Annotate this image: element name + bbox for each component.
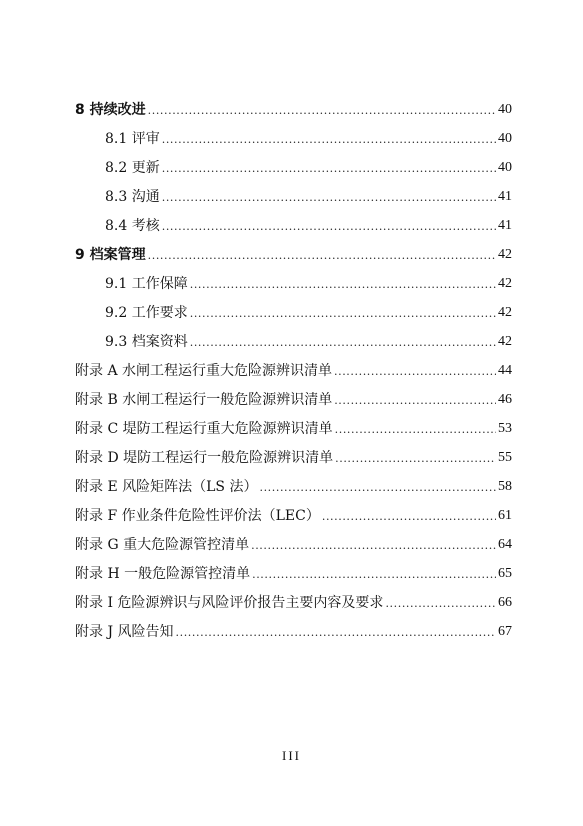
toc-entry[interactable] bbox=[75, 590, 512, 612]
toc-leader bbox=[335, 449, 496, 467]
toc-entry-page: 41 bbox=[498, 218, 512, 233]
toc-entry-title: 附录 E 风险矩阵法（LS 法） bbox=[75, 479, 258, 495]
toc-entry-page: 55 bbox=[498, 450, 512, 465]
toc-entry-title: 9.3 档案资料 bbox=[105, 334, 188, 350]
toc-leader bbox=[252, 565, 496, 583]
toc-entry-title: 附录 A 水闸工程运行重大危险源辨识清单 bbox=[75, 363, 333, 379]
toc-entry[interactable] bbox=[105, 300, 512, 322]
toc-entry-title: 8.1 评审 bbox=[105, 131, 160, 147]
toc-entry-page: 44 bbox=[498, 363, 512, 378]
toc-entry-page: 53 bbox=[498, 421, 512, 436]
toc-entry-title: 9.2 工作要求 bbox=[105, 305, 188, 321]
toc-leader bbox=[162, 130, 496, 148]
toc-entry[interactable] bbox=[75, 561, 512, 583]
toc-entry-title: 附录 G 重大危险源管控清单 bbox=[75, 537, 250, 553]
toc-entry-page: 64 bbox=[498, 537, 512, 552]
toc-entry[interactable] bbox=[75, 445, 512, 467]
toc-entry[interactable] bbox=[105, 126, 512, 148]
toc-entry-title: 9.1 工作保障 bbox=[105, 276, 188, 292]
toc-entry[interactable] bbox=[105, 155, 512, 177]
toc-entry-title: 附录 I 危险源辨识与风险评价报告主要内容及要求 bbox=[75, 595, 384, 611]
toc-entry[interactable] bbox=[75, 358, 512, 380]
toc-leader bbox=[385, 594, 496, 612]
toc-leader bbox=[334, 391, 496, 409]
toc-entry-title: 附录 D 堤防工程运行一般危险源辨识清单 bbox=[75, 450, 334, 466]
toc-entry[interactable] bbox=[75, 387, 512, 409]
toc-leader bbox=[190, 333, 496, 351]
toc-entry[interactable] bbox=[105, 271, 512, 293]
toc-entry-title: 8.3 沟通 bbox=[105, 189, 160, 205]
toc-entry-title: 8 持续改进 bbox=[75, 102, 146, 118]
toc-leader bbox=[259, 478, 496, 496]
toc-entry-title: 附录 B 水闸工程运行一般危险源辨识清单 bbox=[75, 392, 333, 408]
toc-entry-page: 42 bbox=[498, 334, 512, 349]
toc-entry[interactable] bbox=[105, 329, 512, 351]
toc-leader bbox=[190, 275, 496, 293]
toc-entry-page: 40 bbox=[498, 160, 512, 175]
toc-entry-page: 40 bbox=[498, 102, 512, 117]
toc-leader bbox=[148, 101, 496, 119]
toc-leader bbox=[162, 159, 496, 177]
toc-entry[interactable] bbox=[75, 242, 512, 264]
toc-entry-title: 8.4 考核 bbox=[105, 218, 160, 234]
toc-leader bbox=[162, 188, 496, 206]
toc-entry-title: 附录 F 作业条件危险性评价法（LEC） bbox=[75, 508, 320, 524]
toc-entry-page: 42 bbox=[498, 305, 512, 320]
toc-leader bbox=[322, 507, 496, 525]
toc-entry[interactable] bbox=[75, 532, 512, 554]
toc-entry-page: 42 bbox=[498, 247, 512, 262]
toc-entry[interactable] bbox=[75, 416, 512, 438]
toc-entry-title: 8.2 更新 bbox=[105, 160, 160, 176]
toc-entry-page: 40 bbox=[498, 131, 512, 146]
toc-entry-page: 41 bbox=[498, 189, 512, 204]
toc-entry-title: 附录 H 一般危险源管控清单 bbox=[75, 566, 251, 582]
toc-entry[interactable] bbox=[75, 503, 512, 525]
toc-entry-page: 67 bbox=[498, 624, 512, 639]
toc-leader bbox=[251, 536, 496, 554]
toc-entry-page: 58 bbox=[498, 479, 512, 494]
toc-entry[interactable] bbox=[75, 474, 512, 496]
toc-entry[interactable] bbox=[105, 213, 512, 235]
page-number: III bbox=[282, 748, 301, 763]
toc-entry-page: 66 bbox=[498, 595, 512, 610]
toc-leader bbox=[162, 217, 496, 235]
toc-leader bbox=[176, 623, 496, 641]
toc-entry-page: 42 bbox=[498, 276, 512, 291]
toc-entry-title: 附录 C 堤防工程运行重大危险源辨识清单 bbox=[75, 421, 333, 437]
toc-entry[interactable] bbox=[75, 619, 512, 641]
toc-entry[interactable] bbox=[75, 97, 512, 119]
toc-entry-page: 65 bbox=[498, 566, 512, 581]
toc-entry[interactable] bbox=[105, 184, 512, 206]
toc-entry-page: 61 bbox=[498, 508, 512, 523]
toc-entry-title: 附录 J 风险告知 bbox=[75, 624, 174, 640]
toc-leader bbox=[334, 362, 496, 380]
toc-entry-page: 46 bbox=[498, 392, 512, 407]
toc-entry-title: 9 档案管理 bbox=[75, 247, 146, 263]
toc-leader bbox=[148, 246, 496, 264]
toc-leader bbox=[190, 304, 496, 322]
toc-leader bbox=[335, 420, 496, 438]
